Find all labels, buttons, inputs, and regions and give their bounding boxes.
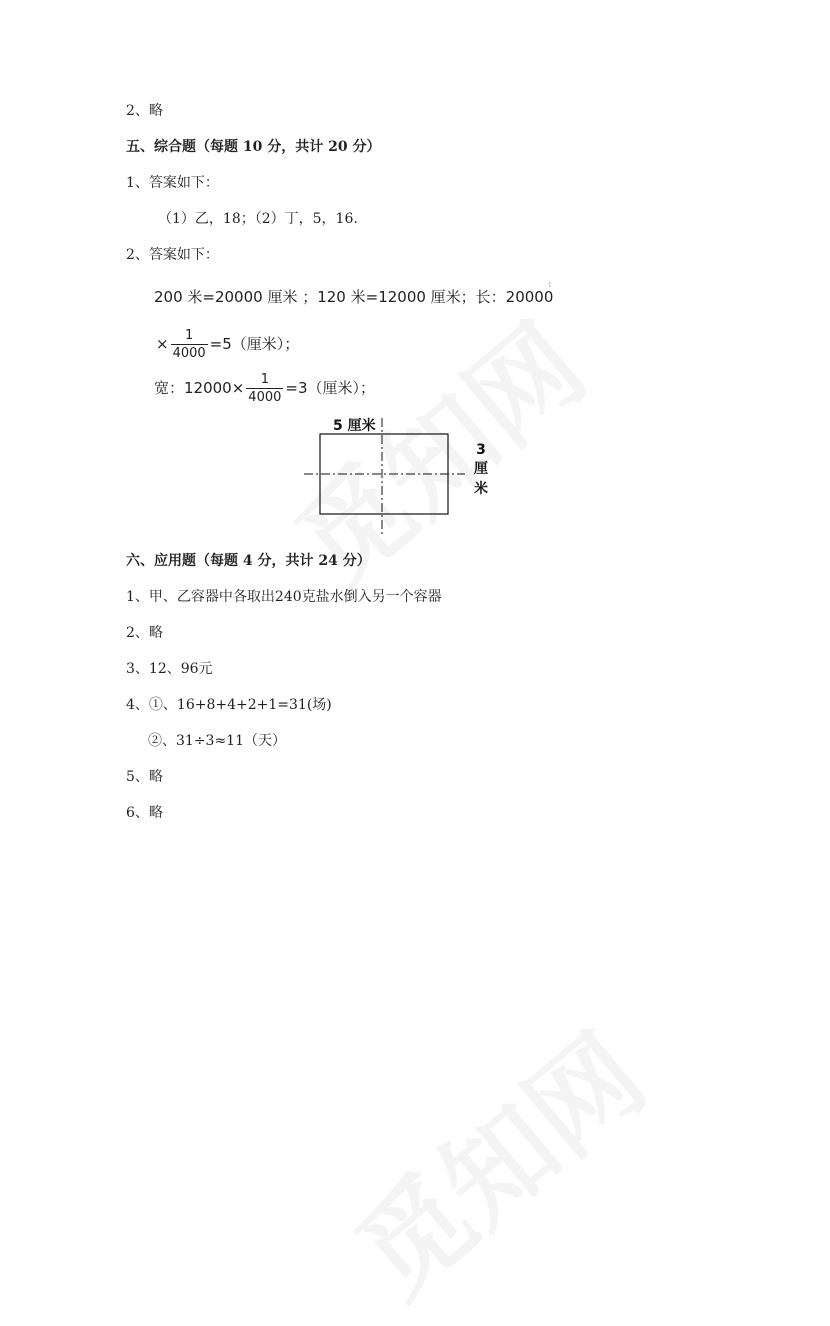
section-heading-6: 六、应用题（每题 4 分，共计 24 分） (126, 553, 371, 569)
answer-line: 2、答案如下： (126, 247, 219, 263)
answer-line: 2、略 (126, 103, 163, 119)
length-result: =5（厘米）； (209, 335, 300, 353)
fraction-numerator: 1 (260, 372, 269, 387)
width-label-char2: 米 (474, 481, 488, 497)
rectangle-diagram (300, 412, 500, 542)
answer-line: 1、答案如下： (126, 175, 219, 191)
width-label-number: 3 (476, 442, 486, 458)
length-label: 5 厘米 (333, 418, 376, 434)
answer-line: 4、①、16+8+4+2+1=31(场) (126, 697, 332, 713)
width-label-char1: 厘 (474, 461, 488, 477)
answer-line: 1、甲、乙容器中各取出240克盐水倒入另一个容器 (126, 589, 442, 605)
width-result: =3（厘米）； (285, 379, 376, 397)
fraction (246, 371, 283, 406)
fraction-numerator: 1 (184, 328, 194, 343)
answer-line: 3、12、96元 (126, 661, 213, 677)
answer-line: 5、略 (126, 769, 163, 785)
calc-line-1: 200 米=20000 厘米 ；120 米=12000 厘米；长：20000 (154, 288, 554, 306)
fraction-denominator: 4000 (248, 390, 282, 405)
section-heading-5: 五、综合题（每题 10 分，共计 20 分） (126, 139, 381, 155)
calc-line-2 (156, 327, 299, 362)
margin-mark: 1 (548, 282, 552, 289)
fraction-denominator: 4000 (172, 346, 206, 361)
rectangle-svg (300, 412, 500, 542)
answer-line: ②、31÷3≈11（天） (148, 733, 286, 749)
fraction (171, 327, 208, 362)
width-prefix: 宽：12000× (154, 379, 245, 397)
answer-line: （1）乙，18；（2）丁，5，16. (158, 211, 358, 227)
watermark-bottom (318, 992, 672, 1325)
width-label (472, 442, 490, 498)
times-sign: × (156, 335, 169, 353)
answer-line: 2、略 (126, 625, 163, 641)
calc-line-3 (154, 371, 375, 406)
answer-line: 6、略 (126, 805, 163, 821)
